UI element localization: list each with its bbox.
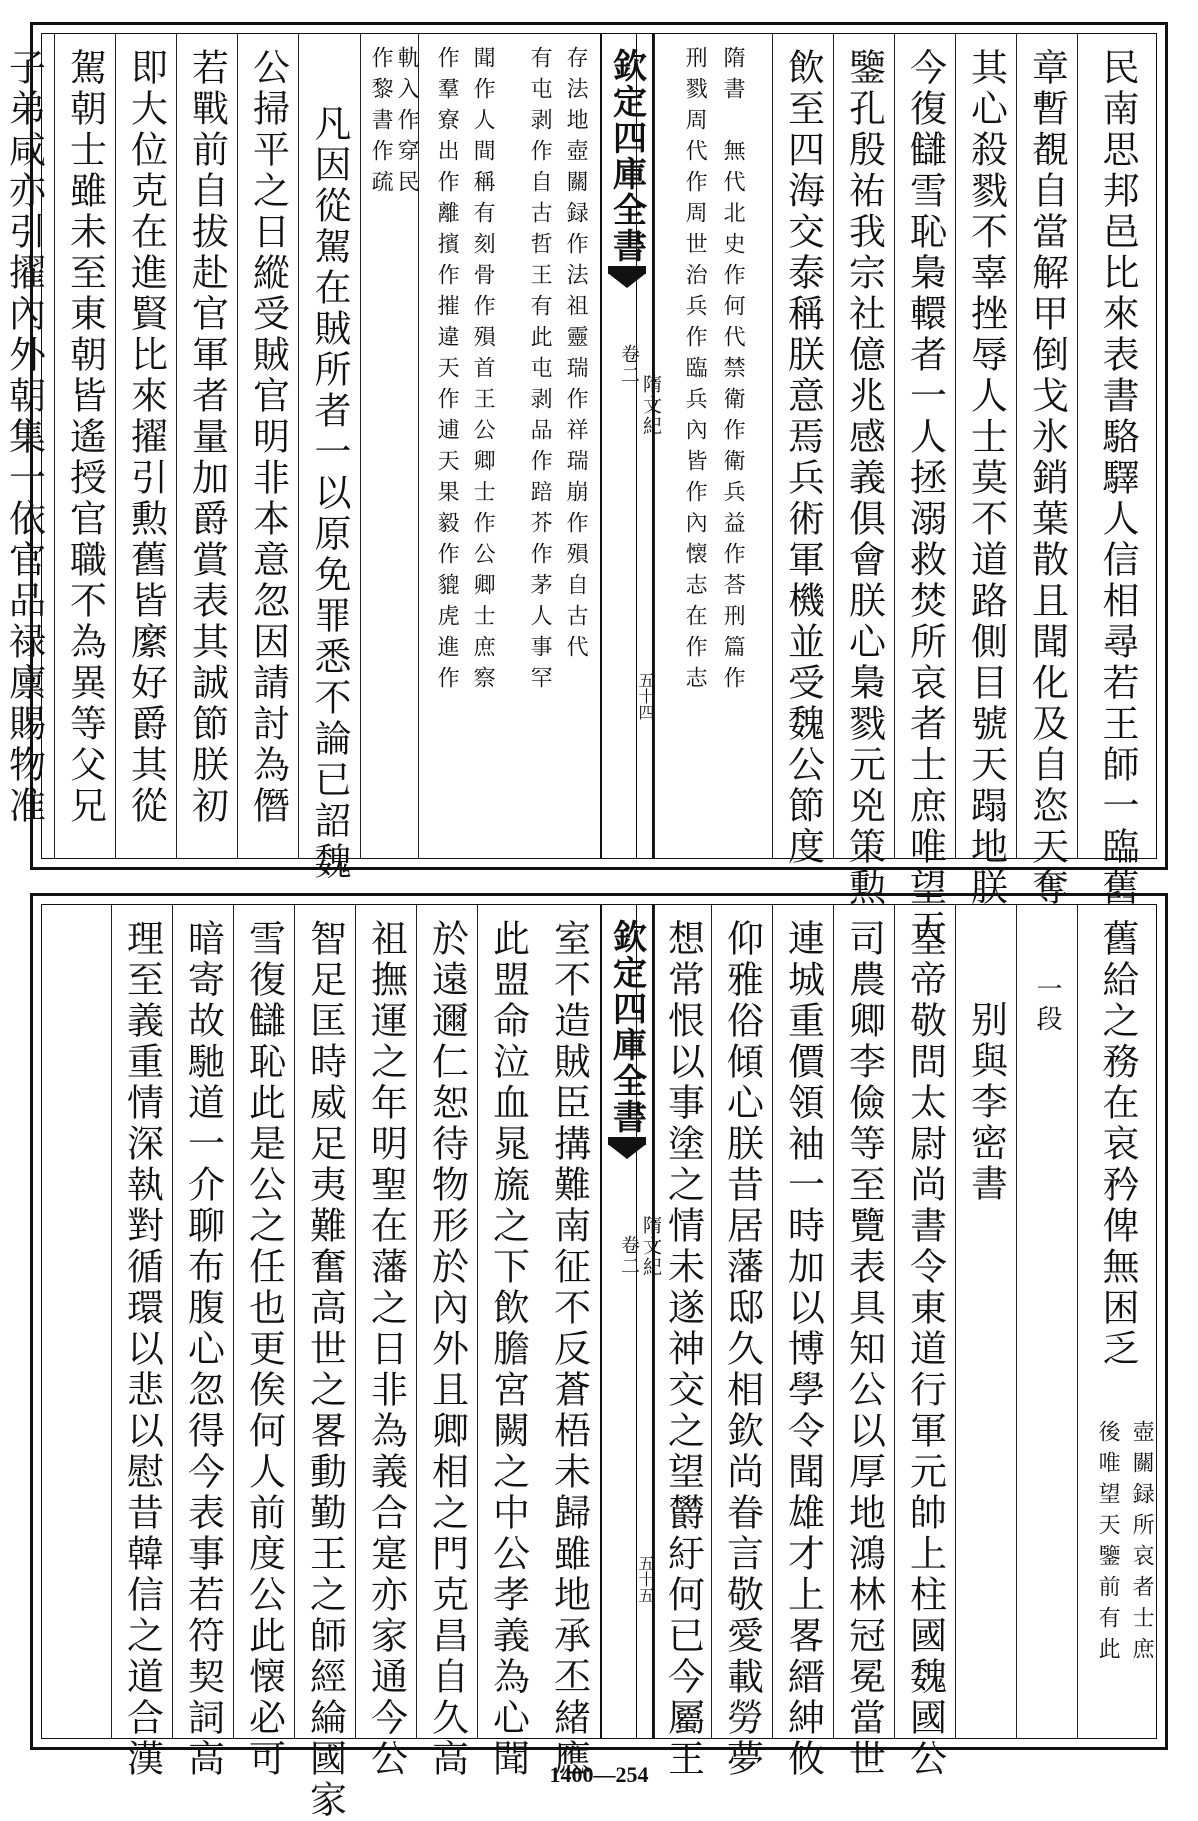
top-page-inner-frame bbox=[2, 33, 1157, 950]
text-column bbox=[833, 34, 894, 909]
annotation-text: 隋書 無代北史作何代禁衛作衛兵益作荅刑篇作 bbox=[720, 46, 746, 697]
text-column bbox=[772, 905, 833, 1780]
annotation-text: 存法地壺關録作法祖靈瑞作祥瑞崩作殞自古代 bbox=[563, 46, 589, 666]
column-text: 章暫覩自當解甲倒戈氷銷葉散且聞化及自恣天奪 bbox=[1025, 48, 1069, 909]
column-text: 仰雅俗傾心朕昔居藩邸久相欽尚眷言敬愛載勞夢 bbox=[720, 919, 764, 1780]
annotation-column bbox=[418, 34, 500, 858]
annotation-text: 後唯望天鑒前有此 bbox=[1095, 1420, 1121, 1668]
text-column bbox=[538, 905, 600, 1780]
column-text: 連城重價領袖一時加以博學令聞雄才上畧縉紳攸 bbox=[781, 919, 825, 1780]
text-column bbox=[1016, 34, 1077, 909]
annotation-text: 有屯剥作自古哲王有此屯剥品作踣芥作茅人事罕 bbox=[527, 46, 553, 697]
annotation-text: 軌入作穿民 bbox=[394, 46, 420, 201]
annotation-text: 作羣寮出作離擯作摧違天作逋天果毅作貔虎進作 bbox=[434, 46, 460, 697]
column-text: 鑒孔殷祐我宗社億兆感義俱會朕心梟戮元兇策勲 bbox=[842, 48, 886, 909]
column-text: 飲至四海交泰稱朕意焉兵術軍機並受魏公節度 bbox=[781, 48, 825, 868]
annotation-column bbox=[500, 34, 600, 858]
banner-section: 隋文紀 bbox=[640, 374, 662, 437]
text-column bbox=[172, 905, 233, 1780]
text-column bbox=[115, 34, 176, 858]
column-text: 司農卿李儉等至覽表具知公以厚地鴻林冠冕當世 bbox=[842, 919, 886, 1780]
banner-rule bbox=[636, 34, 637, 858]
annotation-text: 聞作人間稱有刻骨作殞首王公卿士作公卿士庶察 bbox=[470, 46, 496, 697]
page-number-footer: 1400—254 bbox=[549, 1762, 649, 1787]
text-column bbox=[237, 34, 298, 858]
text-column bbox=[111, 905, 172, 1780]
annotation-text: 作黎書作疏 bbox=[368, 46, 394, 201]
column-text: 想常恨以事塗之情未遂神交之望欝紆何已今屬王 bbox=[661, 919, 705, 1780]
banner-section: 隋文紀 bbox=[640, 1215, 662, 1278]
top-page-frame bbox=[2, 22, 1168, 950]
text-column bbox=[416, 905, 477, 1780]
text-column bbox=[955, 34, 1016, 909]
annotation-column bbox=[654, 34, 772, 858]
column-text: 祖撫運之年明聖在藩之日非為義合寔亦家通今公 bbox=[364, 919, 408, 1780]
fishtail-mark bbox=[608, 1137, 646, 1161]
column-text: 民南思邦邑比來表書駱驛人信相尋若王師一臨舊 bbox=[1096, 48, 1139, 909]
fishtail-banner bbox=[600, 34, 662, 858]
column-text: 公掃平之日縱受賊官明非本意忽因請討為僭 bbox=[246, 48, 290, 827]
text-column bbox=[1077, 905, 1157, 1738]
banner-rule bbox=[636, 905, 637, 1738]
column-text: 今復讎雪恥梟轘者一人拯溺救焚所哀者士庶唯望天 bbox=[903, 48, 947, 950]
banner-page-number: 五十四 bbox=[636, 672, 655, 720]
column-text: 智足匡時威足夷難奮高世之畧動勤王之師經綸國家 bbox=[303, 919, 347, 1821]
section-heading: 别與李密書 bbox=[964, 1000, 1008, 1205]
banner-title: 欽定四庫全書 bbox=[606, 48, 647, 264]
column-text: 雪復讎恥此是公之任也更俟何人前度公此懐必可 bbox=[242, 919, 286, 1780]
text-column bbox=[894, 34, 955, 950]
text-column bbox=[54, 34, 115, 858]
segment-marker: 一段 bbox=[1032, 975, 1062, 1035]
column-text: 若戰前自拔赴官軍者量加爵賞表其誠節朕初 bbox=[185, 48, 229, 827]
annotation-text: 刑戮周代作周世治兵作臨兵內皆作內懐志在作志 bbox=[682, 46, 708, 697]
fishtail-banner bbox=[600, 905, 662, 1738]
column-text: 舊給之務在哀矜俾無困乏 bbox=[1096, 919, 1139, 1370]
column-text: 即大位克在進賢比來擢引勲舊皆縻好爵其從 bbox=[124, 48, 168, 827]
column-text: 其心殺戮不辜挫辱人士莫不道路側目號天蹋地朕 bbox=[964, 48, 1008, 909]
banner-volume: 卷二 bbox=[618, 1235, 640, 1277]
column-text: 暗寄故馳道一介聊布腹心忽得今表事若符契詞高 bbox=[181, 919, 225, 1780]
column-text: 皇帝敬問太尉尚書令東道行軍元帥上柱國魏國公 bbox=[903, 919, 947, 1780]
column-text: 凡因從駕在賊所者一以原免罪悉不論已詔魏 bbox=[308, 104, 351, 883]
heading-column bbox=[955, 905, 1016, 1738]
annotation-text: 壺關録所哀者士庶 bbox=[1129, 1420, 1155, 1668]
text-column bbox=[0, 34, 54, 858]
segment-marker-column bbox=[1016, 905, 1077, 1738]
text-column bbox=[176, 34, 237, 858]
text-column bbox=[654, 905, 711, 1780]
banner-title: 欽定四庫全書 bbox=[606, 919, 647, 1135]
text-column bbox=[233, 905, 294, 1780]
banner-volume: 卷二 bbox=[618, 344, 640, 386]
column-text: 子弟咸亦引擢內外朝集一依官品禄廪賜物准 bbox=[2, 48, 46, 827]
text-column bbox=[711, 905, 772, 1780]
text-column bbox=[1077, 34, 1157, 909]
column-text: 理至義重情深執對循環以悲以慰昔韓信之道合漢 bbox=[120, 919, 164, 1780]
text-column bbox=[772, 34, 833, 868]
text-column bbox=[355, 905, 416, 1780]
column-text: 此盟命泣血晁旒之下飲膽宮闕之中公孝義為心聞 bbox=[486, 919, 530, 1780]
text-column bbox=[894, 905, 955, 1780]
text-column bbox=[477, 905, 538, 1780]
column-text: 於遠邇仁恕待物形於內外且卿相之門克昌自久高 bbox=[425, 919, 469, 1780]
column-text: 駕朝士雖未至東朝皆遙授官職不為異等父兄 bbox=[63, 48, 107, 827]
text-column bbox=[833, 905, 894, 1780]
text-column bbox=[298, 34, 360, 883]
banner-page-number: 五十五 bbox=[636, 1555, 655, 1603]
column-text: 室不造賊臣搆難南征不反蒼梧未歸雖地承丕緒應 bbox=[547, 919, 591, 1780]
fishtail-mark bbox=[608, 266, 646, 290]
text-column bbox=[294, 905, 355, 1821]
annotation-column bbox=[360, 34, 418, 858]
